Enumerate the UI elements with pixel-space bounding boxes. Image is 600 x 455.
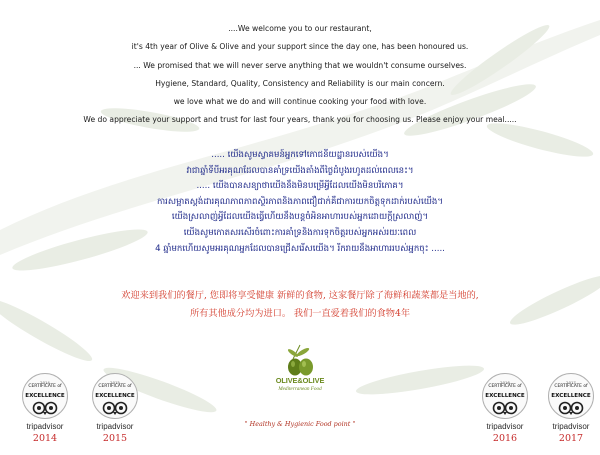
english-line: ... We promised that we will never serve anything that we wouldn't consume ourselves. — [133, 60, 467, 70]
english-line: ....We welcome you to our restaurant, — [228, 24, 372, 33]
tripadvisor-certificate-badge — [19, 373, 73, 453]
badge-year: 2017 — [558, 433, 584, 444]
tripadvisor-certificate-badge — [545, 373, 599, 453]
tripadvisor-wordmark: tripadvisor — [26, 422, 64, 431]
badge-year: 2014 — [32, 433, 58, 444]
badge-certificate-label: CERTIFICATE of — [554, 384, 588, 389]
tripadvisor-owl-icon — [101, 401, 129, 415]
tripadvisor-certificate-badge — [89, 373, 143, 453]
badge-excellence-label: EXCELLENCE — [25, 393, 65, 399]
chinese-line: 欢迎来到我们的餐厅, 您即将享受健康 新鲜的食物, 这家餐厅除了海鲜和蔬菜都是当地的, — [121, 290, 479, 301]
olive-fruit-icon — [275, 343, 325, 379]
khmer-line: ..... យើងបានសន្យាថាយើងនឹងមិនបម្រើអ្វីដែលយើងមិនបរិភោគ។ — [196, 181, 404, 192]
khmer-line: ..... យើងសូមស្វាគមន៍អ្នកទៅភោជនីយដ្ឋានរបស់យើង។ — [211, 150, 389, 160]
badge-certificate-label: CERTIFICATE of — [488, 384, 522, 389]
khmer-welcome-message — [0, 148, 600, 257]
badge-year: 2015 — [102, 433, 128, 444]
english-line: We do appreciate your support and trust for last four years, thank you for choosing us. Please enjoy your meal..... — [83, 115, 517, 125]
tripadvisor-wordmark: tripadvisor — [96, 422, 134, 431]
tripadvisor-owl-icon — [557, 401, 585, 415]
badge-small-year: 2015 — [110, 380, 120, 385]
chinese-welcome-message — [0, 287, 600, 322]
olive-and-olive-logo — [275, 343, 325, 399]
tripadvisor-certificate-badge — [479, 373, 533, 453]
badge-certificate-label: CERTIFICATE of — [98, 384, 132, 389]
khmer-line: យើងសូមកោតសរសើរចំពោះការគាំទ្រនិងការទុកចិត្តរបស់អ្នកអស់រយៈពេល — [183, 227, 417, 238]
khmer-line: យើងស្រលាញ់អ្វីដែលយើងធ្វើហើយនឹងបន្តចំអិនអាហារបស់អ្នកដោយក្តីស្រលាញ់។ — [171, 212, 429, 223]
tripadvisor-owl-icon — [491, 401, 519, 415]
khmer-line: 4 ឆ្នាំមកហើយសូមអរគុណអ្នកដែលបានជ្រើសរើសយើង។ រីករាយនឹងអាហាររបស់អ្នកចុះ ..... — [155, 243, 445, 254]
english-line: we love what we do and will continue cooking your food with love. — [173, 97, 427, 107]
english-line: it's 4th year of Olive & Olive and your support since the day one, has been honoured us. — [131, 42, 469, 52]
english-welcome-message — [0, 20, 600, 130]
badge-certificate-label: CERTIFICATE of — [28, 384, 62, 389]
khmer-line: ការសម្អាតស្តង់ដារគុណភាពភាពស្ថិរភាពនិងភាពជឿជាក់គឺជាការយកចិត្តទុកដាក់របស់យើង។ — [156, 196, 443, 207]
tripadvisor-wordmark: tripadvisor — [486, 422, 524, 431]
logo-brand-name: OLIVE&OLIVE — [275, 376, 325, 385]
khmer-line: វាជាឆ្នាំទីបីអរគុណដែលបានគាំទ្រយើងតាំងពីថ្ងៃដំបូងរហូតដល់ពេលនេះ។ — [186, 165, 414, 176]
badge-small-year: 2016 — [500, 380, 510, 385]
badge-excellence-label: EXCELLENCE — [485, 393, 525, 399]
logo-subtitle: Mediterranean Food — [278, 386, 322, 392]
tripadvisor-wordmark: tripadvisor — [552, 422, 590, 431]
english-line: Hygiene, Standard, Quality, Consistency and Reliability is our main concern. — [155, 78, 445, 88]
badge-small-year: 2017 — [566, 380, 576, 385]
badge-excellence-label: EXCELLENCE — [95, 393, 135, 399]
tripadvisor-owl-icon — [31, 401, 59, 415]
tagline: " Healthy & Hygienic Food point " — [244, 420, 356, 428]
badge-excellence-label: EXCELLENCE — [551, 393, 591, 399]
badge-small-year: 2014 — [40, 380, 50, 385]
chinese-line: 所有其他成分均为进口。 我们一直爱着我们的食物4年 — [189, 307, 411, 319]
badge-year: 2016 — [492, 433, 518, 444]
